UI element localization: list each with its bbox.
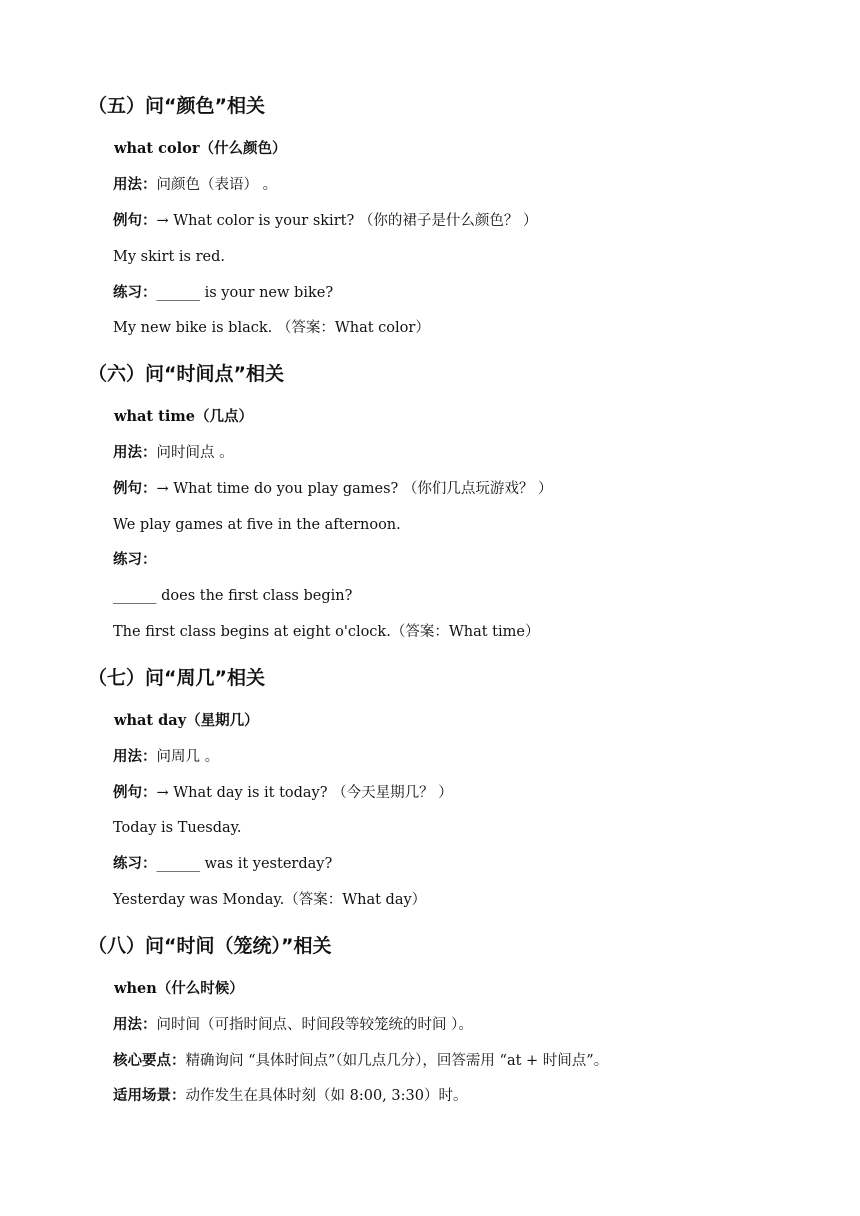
usage-line bbox=[113, 1015, 473, 1035]
example-line bbox=[113, 211, 537, 231]
practice-label: 练习： bbox=[113, 855, 157, 872]
key-point-line bbox=[113, 1051, 608, 1071]
term-line bbox=[114, 139, 287, 159]
example-answer: We play games at five in the afternoon. bbox=[113, 517, 401, 533]
practice-answer: My new bike is black. （答案：What color） bbox=[113, 320, 430, 336]
usage-label: 用法： bbox=[113, 176, 157, 193]
practice-text: ______ is your new bike? bbox=[156, 285, 334, 301]
example-label: 例句： bbox=[113, 784, 157, 801]
usage-line bbox=[113, 747, 219, 767]
section-heading: （七）问“周几”相关 bbox=[88, 667, 265, 689]
key-point-text: 精确询问 “具体时间点”（如几点几分），回答需用 “at + 时间点”。 bbox=[185, 1053, 609, 1069]
term: what color bbox=[114, 140, 200, 157]
usage-label: 用法： bbox=[113, 444, 157, 461]
term-line bbox=[114, 979, 244, 999]
example-answer: My skirt is red. bbox=[113, 249, 225, 265]
practice-answer: Yesterday was Monday.（答案：What day） bbox=[113, 892, 427, 908]
term: what time bbox=[114, 408, 195, 425]
usage-text: 问时间点 。 bbox=[156, 445, 234, 461]
usage-text: 问时间（可指时间点、时间段等较笼统的时间 ）。 bbox=[156, 1017, 473, 1033]
term: when bbox=[114, 980, 157, 997]
term-gloss: （几点） bbox=[194, 408, 253, 425]
example-answer: Today is Tuesday. bbox=[113, 820, 242, 836]
scene-line bbox=[113, 1086, 467, 1106]
usage-text: 问颜色（表语） 。 bbox=[156, 177, 278, 193]
term-gloss: （什么时候） bbox=[156, 980, 244, 997]
usage-label: 用法： bbox=[113, 748, 157, 765]
example-text: → What day is it today? （今天星期几？ ） bbox=[156, 785, 453, 801]
example-label: 例句： bbox=[113, 480, 157, 497]
term-line bbox=[114, 711, 259, 731]
scene-text: 动作发生在具体时刻（如 8:00, 3:30）时。 bbox=[185, 1088, 468, 1104]
practice-line bbox=[113, 550, 157, 570]
usage-line bbox=[113, 175, 277, 195]
section-heading: （六）问“时间点”相关 bbox=[88, 363, 284, 385]
section-heading: （八）问“时间（笼统）”相关 bbox=[88, 935, 332, 957]
practice-text: ______ does the first class begin? bbox=[113, 588, 353, 604]
usage-text: 问周几 。 bbox=[156, 749, 220, 765]
scene-label: 适用场景： bbox=[113, 1087, 186, 1104]
practice-line bbox=[113, 854, 332, 874]
usage-label: 用法： bbox=[113, 1016, 157, 1033]
term-gloss: （星期几） bbox=[186, 712, 259, 729]
practice-text: ______ was it yesterday? bbox=[156, 856, 333, 872]
example-line bbox=[113, 479, 553, 499]
example-line bbox=[113, 783, 453, 803]
example-text: → What time do you play games? （你们几点玩游戏？ ） bbox=[156, 481, 553, 497]
practice-label: 练习： bbox=[113, 551, 157, 568]
term-gloss: （什么颜色） bbox=[199, 140, 287, 157]
practice-label: 练习： bbox=[113, 284, 157, 301]
usage-line bbox=[113, 443, 234, 463]
term-line bbox=[114, 407, 253, 427]
practice-line bbox=[113, 283, 333, 303]
practice-answer: The first class begins at eight o'clock.（答案：What time） bbox=[113, 624, 540, 640]
key-point-label: 核心要点： bbox=[113, 1052, 186, 1069]
section-heading: （五）问“颜色”相关 bbox=[88, 95, 265, 117]
term: what day bbox=[114, 712, 187, 729]
example-text: → What color is your skirt? （你的裙子是什么颜色？ ） bbox=[156, 213, 538, 229]
example-label: 例句： bbox=[113, 212, 157, 229]
